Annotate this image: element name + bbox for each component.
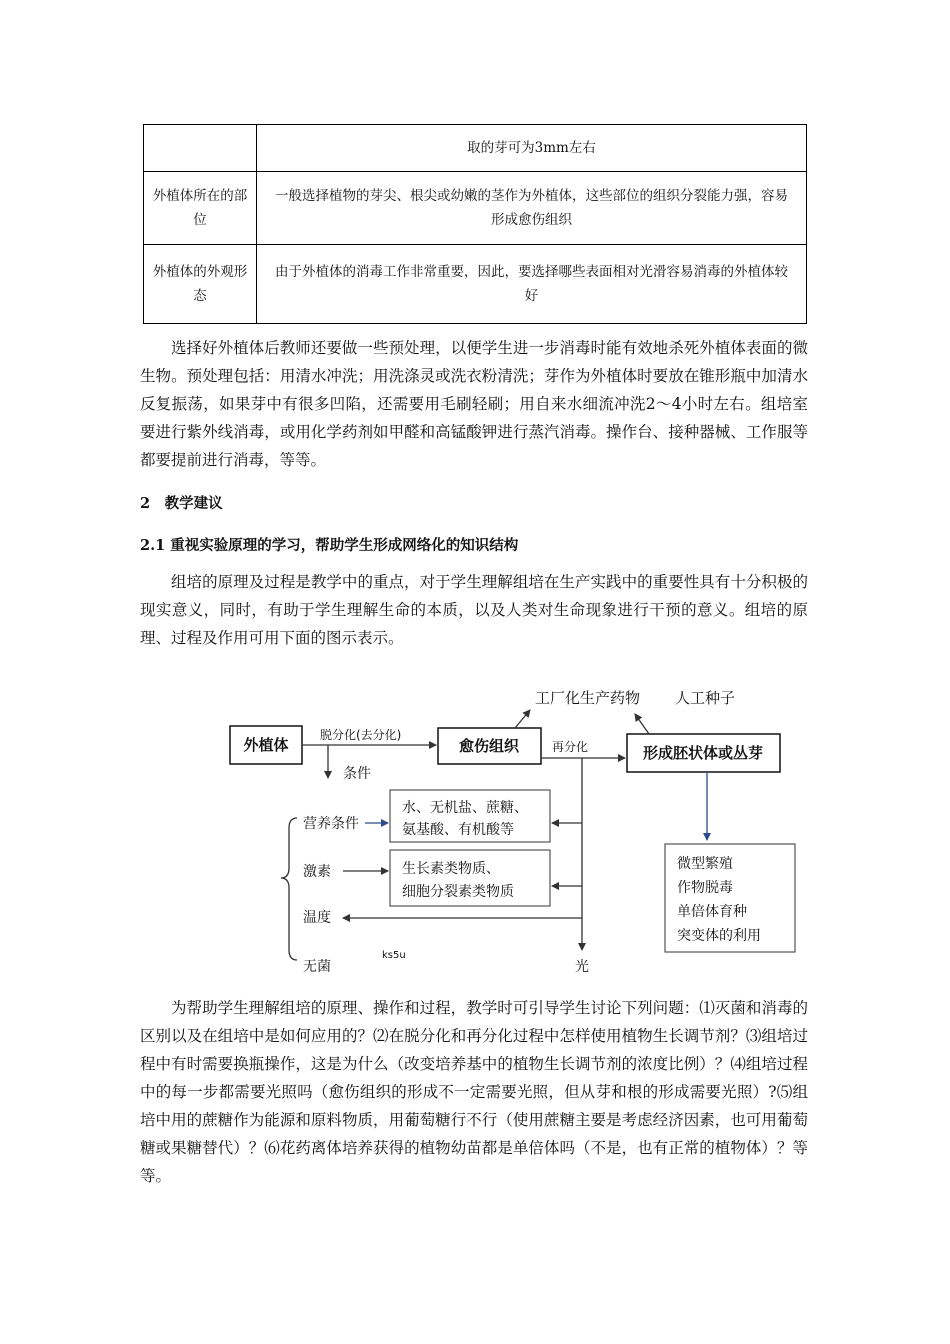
nutrition-label: 营养条件 — [303, 816, 359, 832]
explant-info-table — [143, 124, 807, 324]
hormones-line1: 生长素类物质、 — [402, 861, 500, 877]
paragraph-pretreatment: 选择好外植体后教师还要做一些预处理，以便学生进一步消毒时能有效地杀死外植体表面的微生物。预处理包括：用清水冲洗；用洗涤灵或洗衣粉清洗；芽作为外植体时要放在锥形瓶中加清水反复振荡，如果芽中有很多凹陷，还需要用毛刷轻刷；用自来水细流冲洗2～4小时左右。组培室要进行紫外线消毒，或用化学药剂如甲醛和高锰酸钾进行蒸汽消毒。操作台、接种器械、工作服等都要提前进行消毒，等等。 — [140, 339, 808, 469]
factory-arrow — [515, 710, 530, 728]
paragraph-discussion: 为帮助学生理解组培的原理、操作和过程，教学时可引导学生讨论下列问题：⑴灭菌和消毒的区别以及在组培中是如何应用的？⑵在脱分化和再分化过程中怎样使用植物生长调节剂？⑶组培过程中有时需要换瓶操作，这是为什么（改变培养基中的植物生长调节剂的浓度比例）？⑷组培过程中的每一步都需要光照吗（愈伤组织的形成不一定需要光照，但从芽和根的形成需要光照）?⑸组培中用的蔗糖作为能源和原料物质，用葡萄糖行不行（使用蔗糖主要是考虑经济因素，也可用葡萄糖或果糖替代）？⑹花药离体培养获得的植物幼苗都是单倍体吗（不是，也有正常的植物体）？等等。 — [140, 999, 808, 1185]
application-item: 突变体的利用 — [677, 928, 761, 944]
tissue-culture-diagram — [225, 680, 805, 980]
light-label: 光 — [575, 959, 589, 975]
nutrients-line1: 水、无机盐、蔗糖、 — [402, 800, 528, 816]
dedifferentiation-label: 脱分化(去分化) — [320, 728, 402, 742]
conditions-brace — [281, 818, 297, 960]
table-cell-content: 一般选择植物的芽尖、根尖或幼嫩的茎作为外植体，这些部位的组织分裂能力强，容易形成愈伤组织 — [257, 172, 807, 245]
explant-label: 外植体 — [243, 736, 289, 754]
section-heading: 2 教学建议 — [140, 495, 223, 512]
application-item: 单倍体育种 — [677, 904, 747, 920]
table-cell-label — [144, 125, 257, 172]
sterile-label: 无菌 — [303, 959, 331, 975]
callus-label: 愈伤组织 — [458, 737, 520, 755]
seed-label: 人工种子 — [675, 689, 736, 707]
hormone-label: 激素 — [303, 864, 331, 880]
subsection-heading: 2.1 重视实验原理的学习，帮助学生形成网络化的知识结构 — [140, 537, 519, 554]
redifferentiation-label: 再分化 — [552, 740, 589, 754]
application-item: 微型繁殖 — [677, 856, 733, 872]
watermark: ks5u — [382, 950, 406, 961]
embryoid-label: 形成胚状体或丛芽 — [642, 744, 764, 762]
nutrients-line2: 氨基酸、有机酸等 — [402, 822, 514, 838]
table-cell-content: 由于外植体的消毒工作非常重要，因此，要选择哪些表面相对光滑容易消毒的外植体较好 — [257, 245, 807, 324]
application-item: 作物脱毒 — [677, 880, 733, 896]
seed-arrow — [635, 714, 649, 734]
table-cell-content: 取的芽可为3mm左右 — [257, 125, 807, 172]
table-row — [144, 172, 807, 245]
table-cell-label: 外植体的外观形态 — [144, 245, 257, 324]
conditions-label: 条件 — [343, 766, 371, 782]
factory-label: 工厂化生产药物 — [535, 689, 641, 707]
table-row — [144, 245, 807, 324]
paragraph-principle: 组培的原理及过程是教学中的重点，对于学生理解组培在生产实践中的重要性具有十分积极的现实意义，同时，有助于学生理解生命的本质，以及人类对生命现象进行干预的意义。组培的原理、过程及作用可用下面的图示表示。 — [140, 573, 808, 647]
hormones-line2: 细胞分裂素类物质 — [402, 884, 514, 900]
table-row — [144, 125, 807, 172]
temperature-label: 温度 — [303, 910, 331, 926]
table-cell-label: 外植体所在的部位 — [144, 172, 257, 245]
